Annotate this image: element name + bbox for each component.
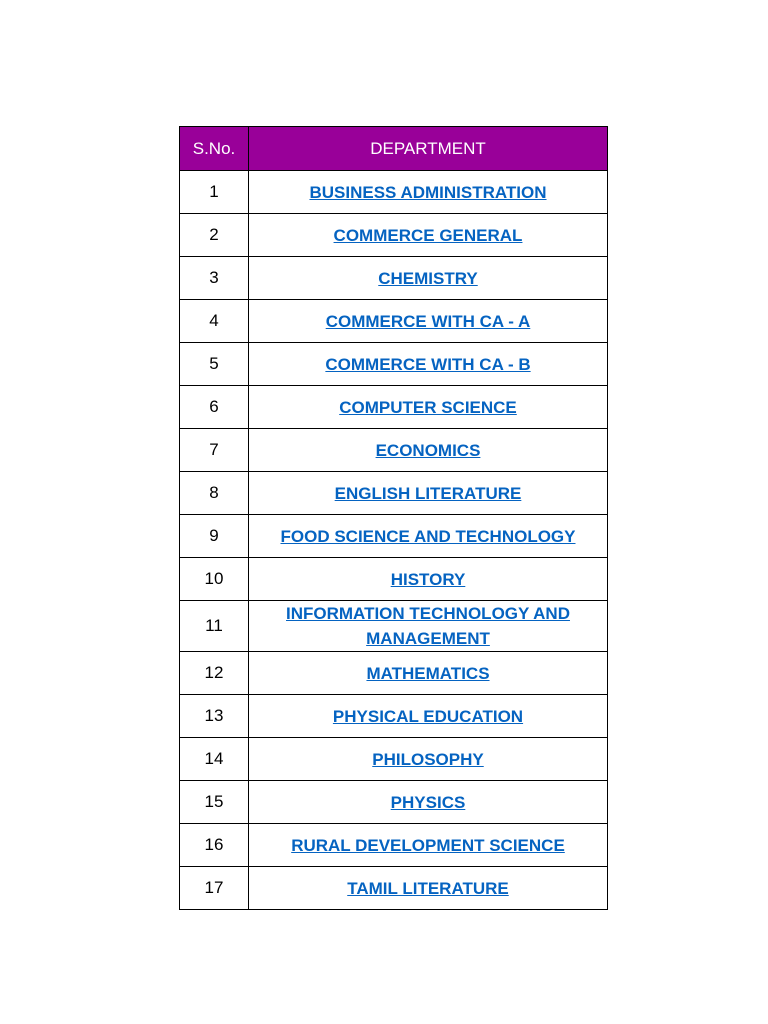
serial-number: 16 [180, 824, 249, 867]
table-row [180, 824, 608, 867]
department-link[interactable]: PHYSICAL EDUCATION [332, 706, 524, 726]
table-row [180, 601, 608, 652]
table-row [180, 171, 608, 214]
department-link[interactable]: COMMERCE WITH CA - B [325, 354, 531, 374]
serial-number: 9 [180, 515, 249, 558]
department-link[interactable]: COMPUTER SCIENCE [339, 397, 517, 417]
department-link[interactable]: BUSINESS ADMINISTRATION [309, 182, 547, 202]
table-row [180, 257, 608, 300]
serial-number: 3 [180, 257, 249, 300]
department-link[interactable]: PHILOSOPHY [372, 749, 484, 769]
header-row [180, 127, 608, 171]
serial-number: 1 [180, 171, 249, 214]
department-link[interactable]: CHEMISTRY [378, 268, 478, 288]
serial-number: 7 [180, 429, 249, 472]
department-link[interactable]: TAMIL LITERATURE [347, 878, 509, 898]
department-cell [249, 429, 608, 472]
table-row [180, 695, 608, 738]
department-link[interactable]: RURAL DEVELOPMENT SCIENCE [291, 835, 565, 855]
department-link[interactable]: HISTORY [390, 569, 466, 589]
table-row [180, 214, 608, 257]
department-link[interactable]: COMMERCE GENERAL [333, 225, 523, 245]
department-link[interactable]: ECONOMICS [375, 440, 481, 460]
table-row [180, 867, 608, 910]
department-cell [249, 695, 608, 738]
department-link[interactable]: FOOD SCIENCE AND TECHNOLOGY [280, 526, 576, 546]
serial-number: 2 [180, 214, 249, 257]
department-cell [249, 601, 608, 652]
serial-number: 17 [180, 867, 249, 910]
sno-column-header: S.No. [180, 127, 249, 171]
serial-number: 15 [180, 781, 249, 824]
department-link[interactable]: INFORMATION TECHNOLOGY AND MANAGEMENT [286, 604, 570, 648]
serial-number: 12 [180, 652, 249, 695]
department-cell [249, 386, 608, 429]
department-cell [249, 472, 608, 515]
serial-number: 11 [180, 601, 249, 652]
table-row [180, 738, 608, 781]
table-row [180, 515, 608, 558]
department-column-header: DEPARTMENT [249, 127, 608, 171]
serial-number: 10 [180, 558, 249, 601]
table-row [180, 343, 608, 386]
department-cell [249, 214, 608, 257]
table-body [180, 171, 608, 910]
department-cell [249, 867, 608, 910]
department-cell [249, 300, 608, 343]
table-header [180, 127, 608, 171]
table-row [180, 472, 608, 515]
table-row [180, 558, 608, 601]
serial-number: 13 [180, 695, 249, 738]
department-cell [249, 343, 608, 386]
department-link[interactable]: PHYSICS [390, 792, 466, 812]
department-cell [249, 781, 608, 824]
department-cell [249, 652, 608, 695]
table-row [180, 300, 608, 343]
department-link[interactable]: ENGLISH LITERATURE [334, 483, 522, 503]
department-cell [249, 558, 608, 601]
table-row [180, 429, 608, 472]
serial-number: 14 [180, 738, 249, 781]
table-row [180, 386, 608, 429]
department-cell [249, 171, 608, 214]
department-link[interactable]: COMMERCE WITH CA - A [325, 311, 531, 331]
serial-number: 5 [180, 343, 249, 386]
serial-number: 6 [180, 386, 249, 429]
serial-number: 8 [180, 472, 249, 515]
department-cell [249, 257, 608, 300]
department-cell [249, 515, 608, 558]
serial-number: 4 [180, 300, 249, 343]
department-cell [249, 738, 608, 781]
department-link[interactable]: MATHEMATICS [366, 663, 490, 683]
table-row [180, 781, 608, 824]
department-cell [249, 824, 608, 867]
department-table [179, 126, 608, 910]
table-row [180, 652, 608, 695]
